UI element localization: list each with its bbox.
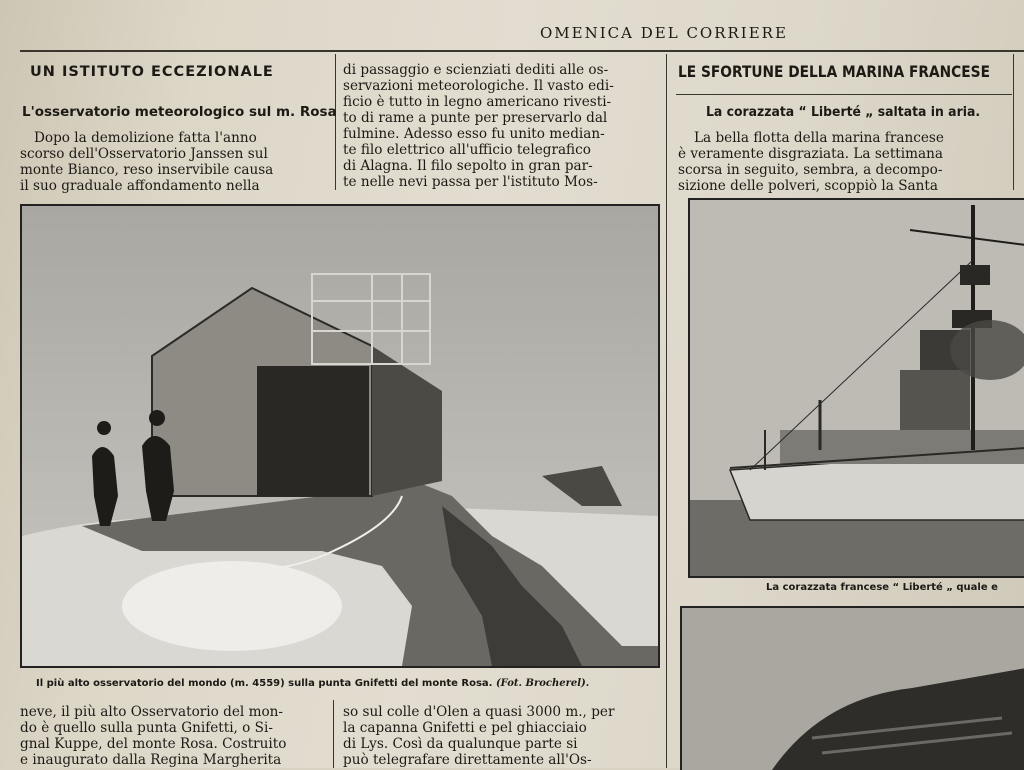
right-article-body [678, 130, 1010, 194]
text-line: è veramente disgraziata. La settimana [678, 146, 943, 162]
battleship-photo-image [690, 200, 1024, 576]
left-article-bottom-col1 [20, 704, 326, 768]
observatory-photo [20, 204, 660, 668]
right-subheadline: La corazzata “ Liberté „ saltata in aria. [706, 104, 981, 120]
left-article-col2 [343, 62, 661, 190]
text-line: il suo graduale affondamento nella [20, 178, 260, 194]
photo-credit: (Fot. Brocherel). [495, 678, 590, 689]
text-line: servazioni meteorologiche. Il vasto edi- [343, 78, 614, 94]
column-rule-right [1013, 54, 1014, 190]
left-subheadline: L'osservatorio meteorologico sul m. Rosa [22, 104, 337, 120]
text-line: di Alagna. Il filo sepolto in gran par- [343, 158, 593, 174]
column-rule-bottom [333, 700, 334, 768]
battleship-photo-caption: La corazzata francese “ Liberté „ quale e [766, 582, 998, 593]
right-headline: LE SFORTUNE DELLA MARINA FRANCESE [678, 62, 990, 81]
text-line: può telegrafare direttamente all'Os- [343, 752, 592, 768]
text-line: di passaggio e scienziati dediti alle os- [343, 62, 609, 78]
text-line: scorso dell'Osservatorio Janssen sul [20, 146, 268, 162]
text-line: di Lys. Così da qualunque parte si [343, 736, 578, 752]
text-line: do è quello sulla punta Gnifetti, o Si- [20, 720, 273, 736]
text-line: te nelle nevi passa per l'istituto Mos- [343, 174, 598, 190]
masthead: OMENICA DEL CORRIERE [540, 24, 788, 42]
lower-right-photo [680, 606, 1024, 770]
observatory-photo-caption [36, 678, 589, 689]
right-headline-rule [676, 94, 1012, 95]
top-rule [20, 50, 1024, 52]
text-line: La bella flotta della marina francese [694, 130, 944, 146]
text-line: e inaugurato dalla Regina Margherita [20, 752, 282, 768]
column-rule-left [335, 54, 336, 190]
text-line: to di rame a punte per preservarlo dal [343, 110, 608, 126]
text-line: fulmine. Adesso esso fu unito median- [343, 126, 605, 142]
text-line: Dopo la demolizione fatta l'anno [34, 130, 257, 146]
battleship-photo [688, 198, 1024, 578]
text-line: ficio è tutto in legno americano rivesti- [343, 94, 612, 110]
text-line: la capanna Gnifetti e pel ghiacciaio [343, 720, 587, 736]
caption-text: Il più alto osservatorio del mondo (m. 4559) sulla punta Gnifetti del monte Rosa. [36, 678, 493, 689]
left-article-col1 [20, 130, 326, 194]
text-line: gnal Kuppe, del monte Rosa. Costruito [20, 736, 287, 752]
text-line: so sul colle d'Olen a quasi 3000 m., per [343, 704, 615, 720]
text-line: scorsa in seguito, sembra, a decompo- [678, 162, 943, 178]
column-rule-center [666, 54, 667, 768]
text-line: neve, il più alto Osservatorio del mon- [20, 704, 283, 720]
text-line: monte Bianco, reso inservibile causa [20, 162, 274, 178]
left-headline: UN ISTITUTO ECCEZIONALE [30, 64, 274, 80]
left-article-bottom-col2 [343, 704, 661, 768]
observatory-photo-image [22, 206, 658, 666]
lower-right-photo-image [682, 608, 1024, 770]
text-line: sizione delle polveri, scoppiò la Santa [678, 178, 938, 194]
text-line: te filo elettrico all'ufficio telegrafico [343, 142, 591, 158]
